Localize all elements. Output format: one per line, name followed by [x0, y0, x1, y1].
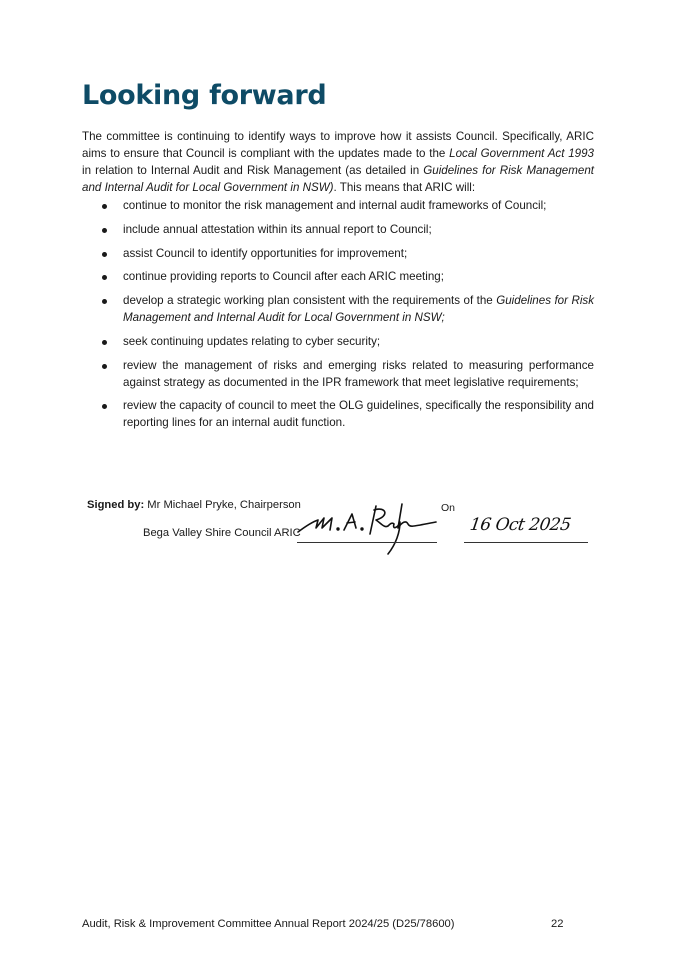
intro-text-3: . This means that ARIC will: — [333, 180, 476, 194]
list-item: assist Council to identify opportunities for improvement; — [82, 246, 594, 263]
bullet-icon — [102, 228, 107, 233]
list-item: develop a strategic working plan consistent with the requirements of the Guidelines for Risk Management and Internal Audit for Local Government in NSW; — [82, 293, 594, 327]
page-number: 22 — [551, 918, 564, 930]
signed-by-line — [87, 499, 301, 511]
intro-italic-guidelines: Guidelines for Risk Management and Internal Audit for Local Government in NSW) — [82, 163, 594, 194]
bullet-icon — [102, 364, 107, 369]
bullet-icon — [102, 204, 107, 209]
page-title: Looking forward — [82, 80, 327, 111]
intro-italic-act: Local Government Act 1993 — [449, 146, 594, 160]
bullet-icon — [102, 299, 107, 304]
footer-title: Audit, Risk & Improvement Committee Annual Report 2024/25 (D25/78600) — [82, 918, 455, 930]
handwritten-date: 16 Oct 2025 — [468, 515, 572, 535]
list-item: continue providing reports to Council after each ARIC meeting; — [82, 269, 594, 286]
intro-paragraph — [82, 129, 594, 197]
signature-line — [297, 542, 437, 543]
list-item: seek continuing updates relating to cyber security; — [82, 334, 594, 351]
handwritten-signature — [294, 494, 444, 558]
list-item: review the management of risks and emerging risks related to measuring performance against strategy as documented in the IPR framework that meet legislative requirements; — [82, 358, 594, 392]
list-item: continue to monitor the risk management and internal audit frameworks of Council; — [82, 198, 594, 215]
signer-name: Mr Michael Pryke, Chairperson — [144, 499, 301, 511]
intro-text-1: The committee is continuing to identify ways to improve how it assists Council. Specifically, ARIC aims to ensure that Council is compliant with the updates made to the — [82, 130, 594, 160]
list-item: review the capacity of council to meet the OLG guidelines, specifically the responsibility and reporting lines for an internal audit function. — [82, 398, 594, 432]
bullet-icon — [102, 340, 107, 345]
signer-organization: Bega Valley Shire Council ARIC — [143, 527, 301, 539]
signed-by-label: Signed by: — [87, 499, 145, 511]
list-item: include annual attestation within its annual report to Council; — [82, 222, 594, 239]
bullet-icon — [102, 252, 107, 257]
commitments-list — [82, 198, 594, 439]
bullet-icon — [102, 275, 107, 280]
on-label: On — [441, 502, 456, 514]
intro-text-2: in relation to Internal Audit and Risk Management (as detailed in — [82, 163, 424, 177]
bullet-icon — [102, 404, 107, 409]
guidelines-italic: Guidelines for Risk Management and Internal Audit for Local Government in NSW; — [123, 294, 594, 325]
date-line — [464, 542, 588, 543]
